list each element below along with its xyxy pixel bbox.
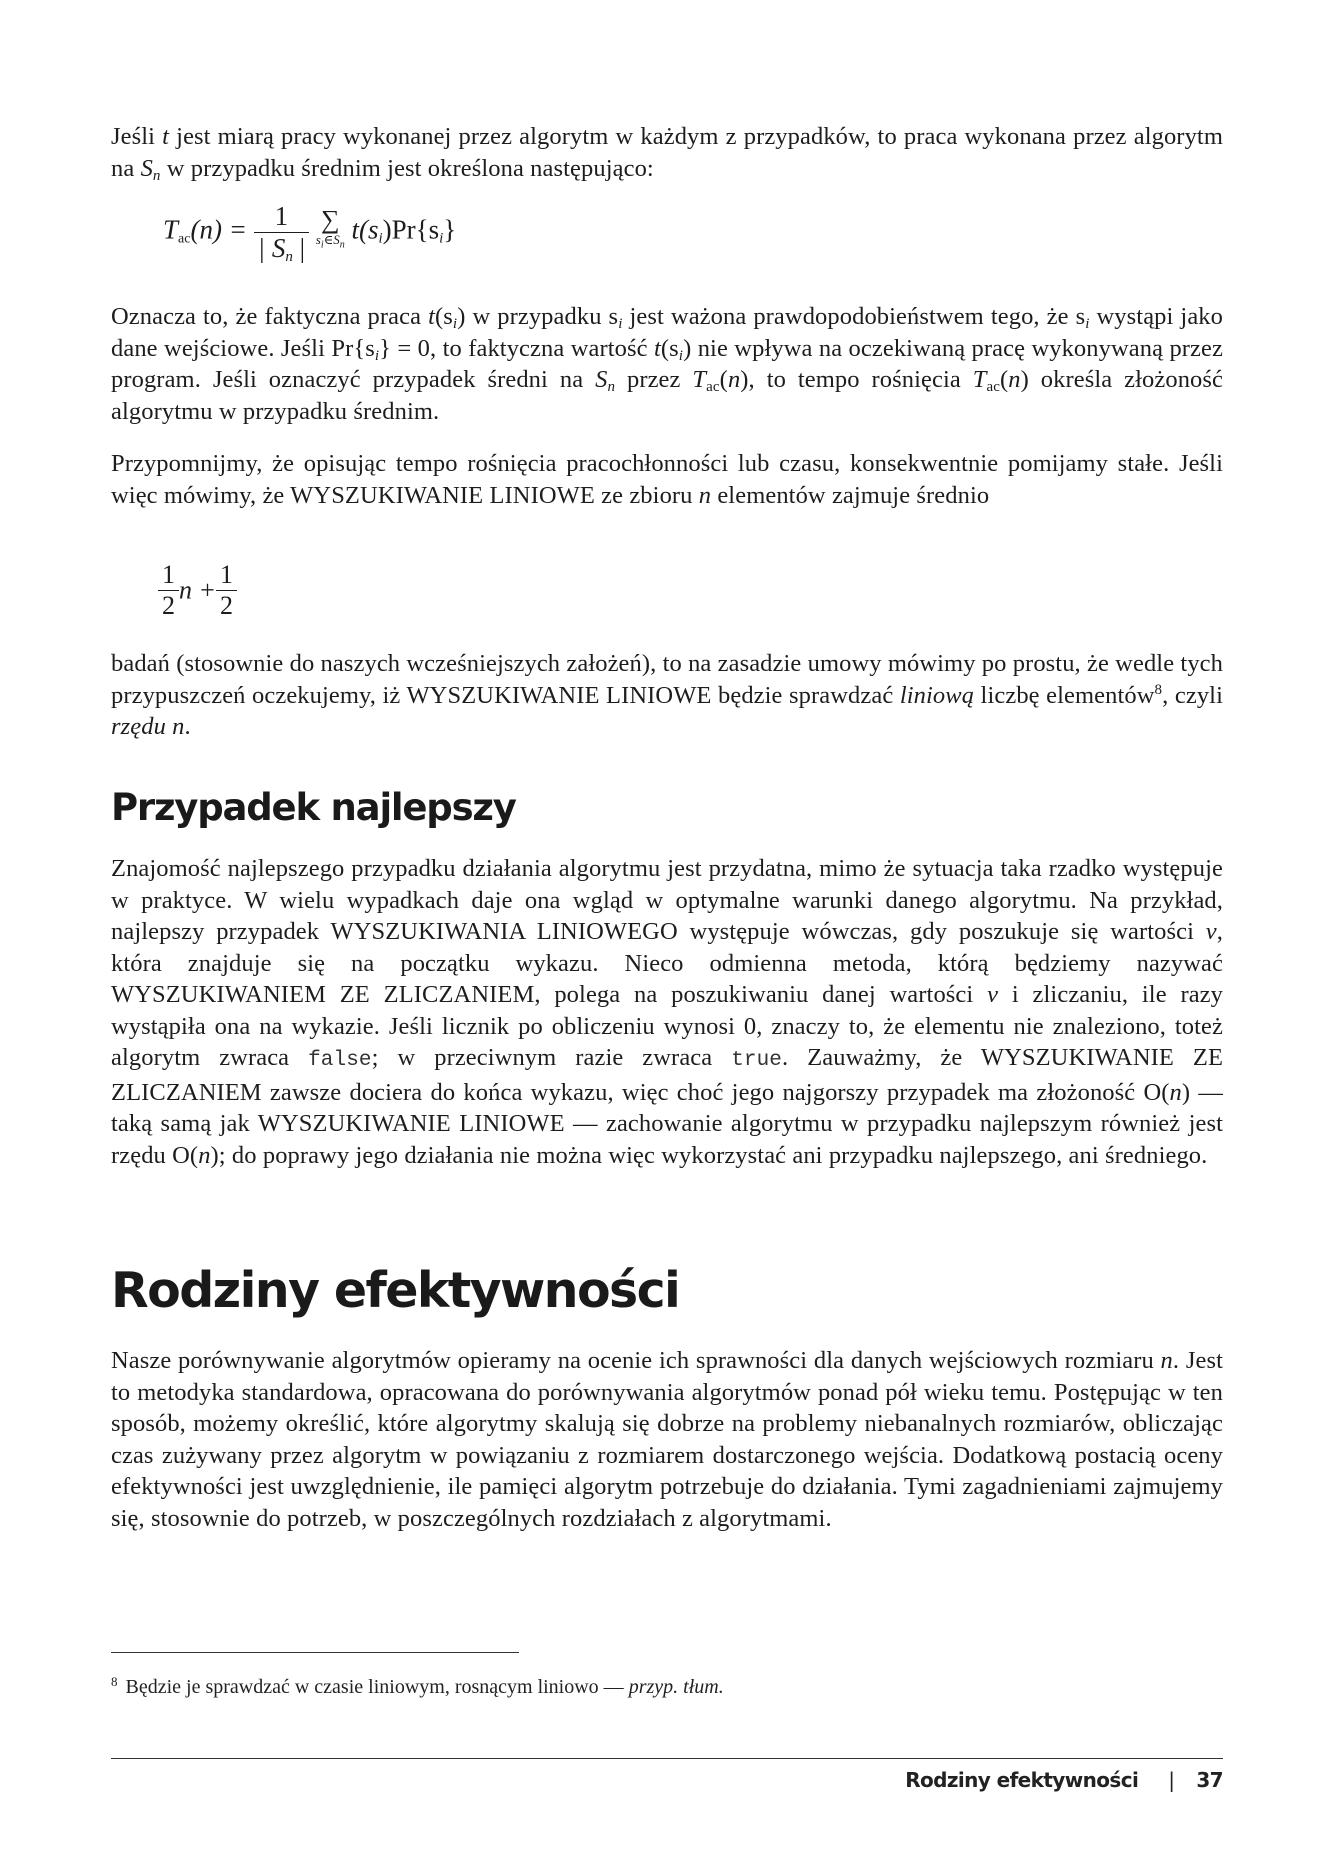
page-number: 37 [1196,1768,1223,1792]
footnote-divider [111,1652,519,1653]
paragraph-5 [111,853,1223,1171]
footer-separator: | [1168,1768,1175,1792]
footnote-number: 8 [111,1674,118,1689]
paragraph-text: Znajomość najlepszego przypadku działania algorytmu jest przydatna, mimo że sytuacja taka rzadko występuje w praktyce. W wielu wypadkach daje ona wgląd w optymalne warunki danego algorytmu. Na przykład, najlepszy przypadek WYSZUKIWANIA LINIOWEGO występuje wówczas, gdy poszukuje się wartości v, która znajduje się na początku wykazu. Nieco odmienna metoda, którą będziemy nazywać WYSZUKIWANIEM ZE ZLICZANIEM, polega na poszukiwaniu danej wartości v i zliczaniu, ile razy wystąpiła ona na wykazie. Jeśli licznik po obliczeniu wynosi 0, znaczy to, że elementu nie znaleziono, toteż algorytm zwraca false; w przeciwnym razie zwraca true. Zauważmy, że WYSZUKIWANIE ZE ZLICZANIEM zawsze dociera do końca wykazu, więc choć jego najgorszy przypadek ma złożoność O(n) — taką samą jak WYSZUKIWANIE LINIOWE — zachowanie algorytmu w przypadku najlepszym również jest rzędu O(n); do poprawy jego działania nie można więc wykorzystać ani przypadku najlepszego, ani średniego. [111,855,1224,1169]
paragraph-2 [111,301,1223,427]
chapter-heading-efficiency-families [111,1262,1223,1319]
formula-average-case: $T_{ac}(n)$ = $\frac{1}{| S_n |}$ ∑ $s_i\in S_n$ $t(s_i)Pr\{s_i\}$ [163,201,457,265]
paragraph-1 [111,121,1223,184]
footnote-ref: 8 [1154,681,1163,698]
heading-text: Przypadek najlepszy [111,786,516,829]
paragraph-text: badań (stosownie do naszych wcześniejszych założeń), to na zasadzie umowy mówimy po prostu, że wedle tych przypuszczeń oczekujemy, iż WYSZUKIWANIE LINIOWE będzie sprawdzać liniową liczbę elementów$^8$, czyli rzędu n. [111,650,1223,740]
paragraph-3 [111,448,1223,511]
footer-divider [111,1758,1223,1759]
code-true: true [731,1049,783,1072]
footer-section-title: Rodziny efektywności [905,1768,1139,1792]
formula-half-n: $\frac{1}{2}$ n + $\frac{1}{2}$ [158,560,237,621]
section-heading-best-case [111,786,1223,829]
paragraph-text: Nasze porównywanie algorytmów opieramy na ocenie ich sprawności dla danych wejściowych rozmiaru n. Jest to metodyka standardowa, opracowana do porównywania algorytmów ponad pół wieku temu. Postępując w ten sposób, możemy określić, które algorytmy skalują się dobrze na problemy niebanalnych rozmiarów, obliczając czas zużywany przez algorytm w powiązaniu z rozmiarem dostarczonego wejścia. Dodatkową postacią oceny efektywności jest uwzględnienie, ile pamięci algorytm potrzebuje do działania. Tymi zagadnieniami zajmujemy się, stosownie do potrzeb, w poszczególnych rozdziałach z algorytmami. [111,1347,1223,1532]
paragraph-text: Jeśli t jest miarą pracy wykonanej przez algorytm w każdym z przypadków, to praca wykonana przez algorytm na $S_n$ w przypadku średnim jest określona następująco: [111,123,1223,184]
paragraph-6 [111,1345,1223,1534]
paragraph-text: Oznacza to, że faktyczna praca $t(s_i)$ w przypadku $s_i$ jest ważona prawdopodobieństwem tego, że $s_i$ wystąpi jako dane wejściowe. Jeśli $Pr\{s_i\} = 0$, to faktyczna wartość $t(s_i)$ nie wpływa na oczekiwaną pracę wykonywaną przez program. Jeśli oznaczyć przypadek średni na $S_n$ przez $T_{ac}(n)$, to tempo rośnięcia $T_{ac}(n)$ określa złożoność algorytmu w przypadku średnim. [111,303,1224,425]
summation: ∑ $s_i\in S_n$ [315,204,345,251]
footnote: $^8$ Będzie je sprawdzać w czasie liniowym, rosnącym liniowo — przyp. tłum. [111,1674,724,1698]
code-false: false [308,1049,372,1072]
paragraph-text: Przypomnijmy, że opisując tempo rośnięcia pracochłonności lub czasu, konsekwentnie pomijamy stałe. Jeśli więc mówimy, że WYSZUKIWANIE LINIOWE ze zbioru n elementów zajmuje średnio [111,450,1223,509]
running-footer [905,1768,1223,1792]
formula-fraction: $\frac{1}{| S_n |}$ [254,201,309,264]
heading-text: Rodziny efektywności [111,1262,680,1319]
paragraph-4 [111,648,1223,743]
